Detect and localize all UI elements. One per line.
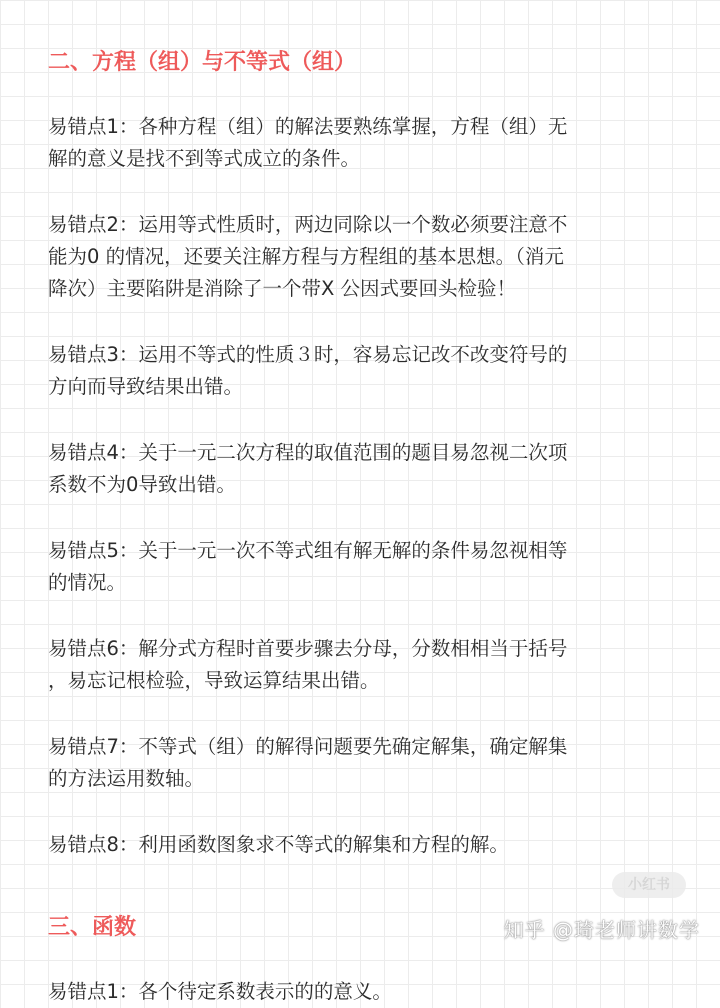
platform-watermark-badge: 小红书 [612, 872, 686, 898]
error-point-8-line-1: 易错点8：利用函数图象求不等式的解集和方程的解。 [48, 833, 509, 856]
function-error-point-1: 易错点1：各个待定系数表示的的意义。 [48, 980, 392, 1003]
error-point-1-line-2: 解的意义是找不到等式成立的条件。 [48, 147, 361, 170]
error-point-4-line-1: 易错点4：关于一元二次方程的取值范围的题目易忽视二次项 [48, 441, 568, 464]
error-point-6-line-2: ，易忘记根检验，导致运算结果出错。 [48, 669, 380, 692]
error-point-1-line-1: 易错点1：各种方程（组）的解法要熟练掌握，方程（组）无 [48, 115, 568, 138]
article-body [48, 46, 678, 1008]
author-watermark: 知乎 @琦老师讲数学 [503, 918, 700, 942]
error-point-2-line-2: 能为0 的情况，还要关注解方程与方程组的基本思想。（消元 [48, 245, 564, 268]
error-point-3-line-2: 方向而导致结果出错。 [48, 375, 244, 398]
section-heading-equations: 二、方程（组）与不等式（组） [48, 50, 357, 75]
error-point-7-line-2: 的方法运用数轴。 [48, 767, 205, 790]
section-heading-functions: 三、函数 [48, 915, 137, 940]
error-point-4-line-2: 系数不为0导致出错。 [48, 473, 236, 496]
error-point-2-line-3: 降次）主要陷阱是消除了一个带X 公因式要回头检验！ [48, 277, 517, 300]
error-point-2-line-1: 易错点2：运用等式性质时，两边同除以一个数必须要注意不 [48, 213, 568, 236]
error-point-7-line-1: 易错点7：不等式（组）的解得问题要先确定解集，确定解集 [48, 735, 568, 758]
error-point-6-line-1: 易错点6：解分式方程时首要步骤去分母，分数相相当于括号 [48, 637, 568, 660]
error-point-5-line-2: 的情况。 [48, 571, 127, 594]
error-point-5-line-1: 易错点5：关于一元一次不等式组有解无解的条件易忽视相等 [48, 539, 568, 562]
error-point-3-line-1: 易错点3：运用不等式的性质３时，容易忘记改不改变符号的 [48, 343, 568, 366]
